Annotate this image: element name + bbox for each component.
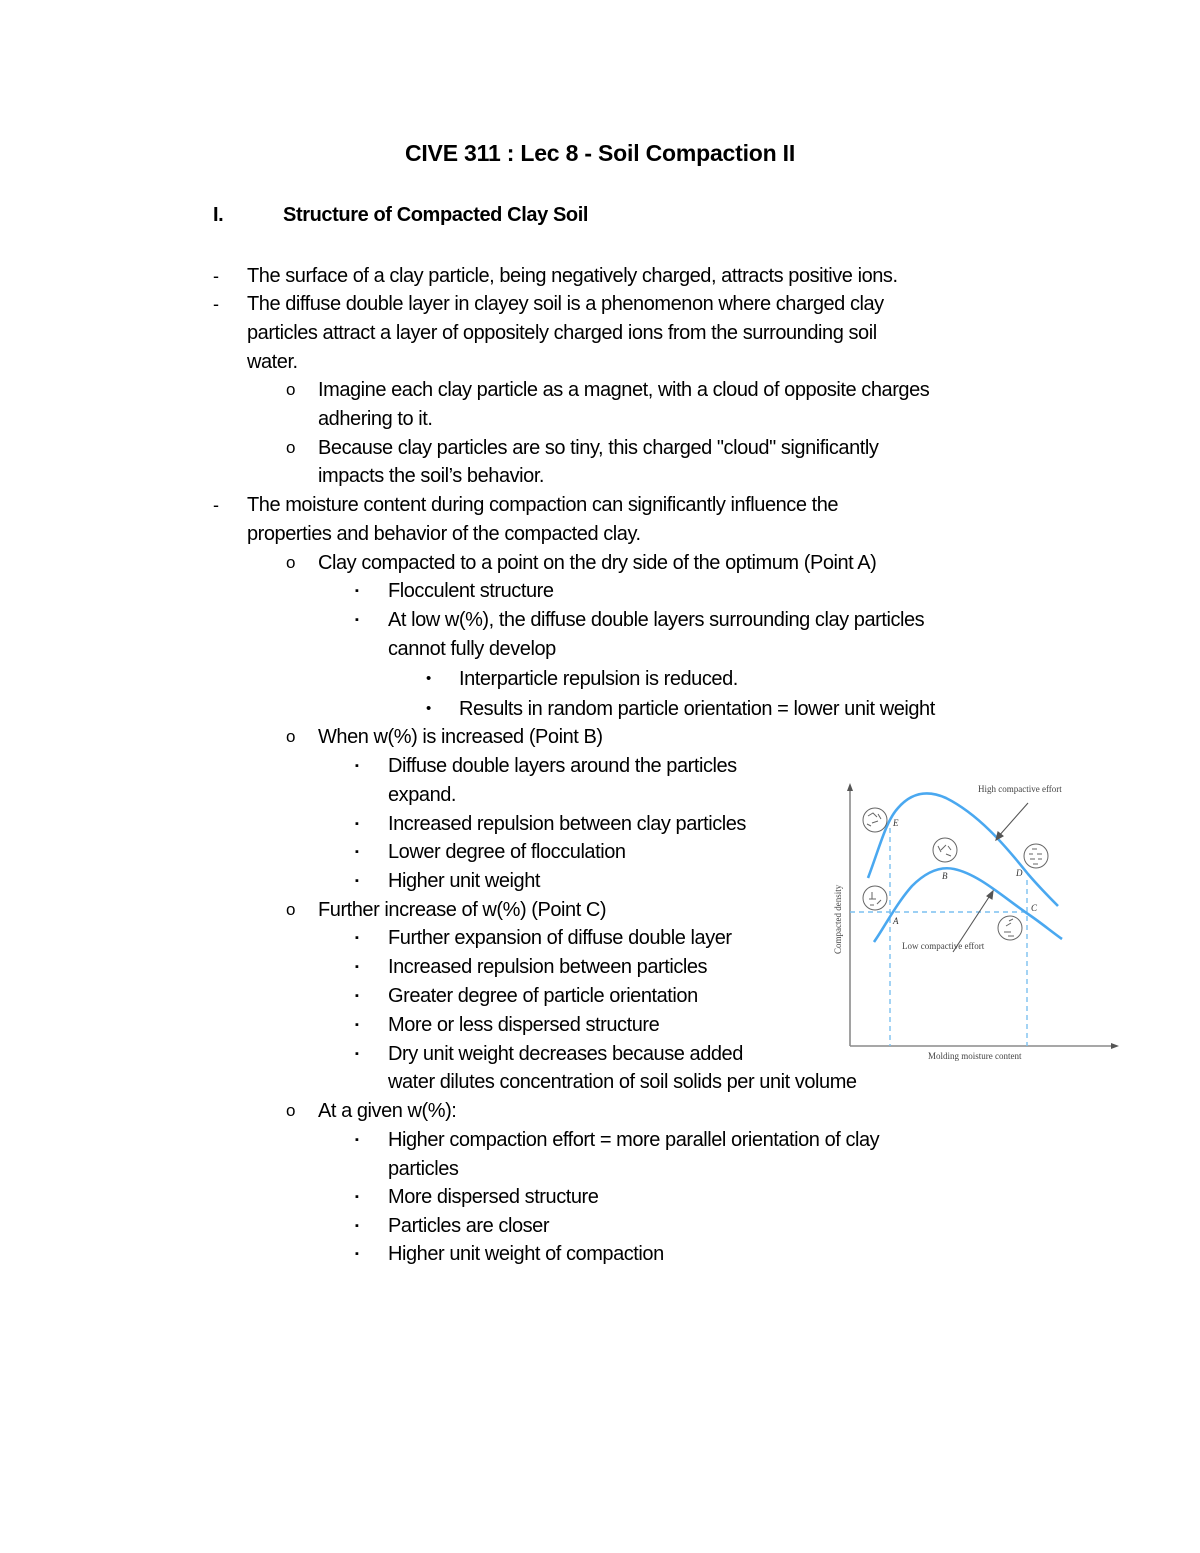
outline-line-level-1: The diffuse double layer in clayey soil is a phenomenon where charged clay bbox=[247, 293, 884, 315]
bullet-marker-level-3-icon: ▪ bbox=[355, 875, 359, 887]
outline-line-level-3: Higher compaction effort = more parallel orientation of clay bbox=[388, 1129, 880, 1151]
outline-line-level-3: expand. bbox=[388, 784, 457, 806]
bullet-marker-level-2-icon: o bbox=[286, 380, 296, 399]
outline-line-level-2: Imagine each clay particle as a magnet, with a cloud of opposite charges bbox=[318, 379, 930, 401]
bullet-marker-level-3-icon: ▪ bbox=[355, 760, 359, 772]
bullet-marker-level-4-icon: • bbox=[426, 700, 431, 717]
bullet-marker-level-3-icon: ▪ bbox=[355, 961, 359, 973]
outline-line-level-2: At a given w(%): bbox=[318, 1100, 457, 1122]
bullet-marker-level-3-icon: ▪ bbox=[355, 932, 359, 944]
outline-line-level-3: Higher unit weight of compaction bbox=[388, 1243, 664, 1265]
partially-oriented-icon-b bbox=[933, 838, 957, 862]
point-label-b: B bbox=[942, 871, 948, 881]
bullet-marker-level-1-icon: - bbox=[213, 266, 219, 286]
bullet-marker-level-3-icon: ▪ bbox=[355, 1134, 359, 1146]
outline-line-level-3: Increased repulsion between particles bbox=[388, 956, 708, 978]
outline-line-level-3: Further expansion of diffuse double layer bbox=[388, 927, 732, 949]
outline-line-level-2: Because clay particles are so tiny, this charged "cloud" significantly bbox=[318, 437, 879, 459]
outline-line-level-3: Flocculent structure bbox=[388, 580, 554, 602]
bullet-marker-level-2-icon: o bbox=[286, 1101, 296, 1120]
outline-line-level-1: water. bbox=[247, 351, 298, 373]
bullet-marker-level-2-icon: o bbox=[286, 727, 296, 746]
outline-line-level-3: cannot fully develop bbox=[388, 638, 556, 660]
low-effort-label: Low compactive effort bbox=[902, 941, 985, 951]
bullet-marker-level-3-icon: ▪ bbox=[355, 1220, 359, 1232]
outline-line-level-3: Increased repulsion between clay particles bbox=[388, 813, 746, 835]
outline-line-level-2: impacts the soil’s behavior. bbox=[318, 465, 545, 487]
compaction-figure bbox=[828, 776, 1128, 1066]
outline-line-level-3: At low w(%), the diffuse double layers surrounding clay particles bbox=[388, 609, 925, 631]
outline-line-level-2: adhering to it. bbox=[318, 408, 433, 430]
bullet-marker-level-1-icon: - bbox=[213, 495, 219, 515]
outline-line-level-3: Higher unit weight bbox=[388, 870, 540, 892]
outline-line-level-3: particles bbox=[388, 1158, 459, 1180]
point-label-d: D bbox=[1016, 868, 1023, 878]
bullet-marker-level-2-icon: o bbox=[286, 553, 296, 572]
bullet-marker-level-3-icon: ▪ bbox=[355, 1191, 359, 1203]
compaction-chart-svg bbox=[828, 776, 1128, 1066]
outline-line-level-3: Diffuse double layers around the particles bbox=[388, 755, 737, 777]
outline-line-level-3: Particles are closer bbox=[388, 1215, 550, 1237]
outline-line-level-3: water dilutes concentration of soil solids per unit volume bbox=[388, 1071, 857, 1093]
outline-line-level-2: Further increase of w(%) (Point C) bbox=[318, 899, 607, 921]
bullet-marker-level-3-icon: ▪ bbox=[355, 846, 359, 858]
point-label-c: C bbox=[1031, 903, 1038, 913]
x-axis-arrow-icon bbox=[1111, 1043, 1119, 1049]
flocculated-structure-icon-e bbox=[863, 808, 887, 832]
outline-line-level-2: Clay compacted to a point on the dry side of the optimum (Point A) bbox=[318, 552, 877, 574]
outline-line-level-1: particles attract a layer of oppositely charged ions from the surrounding soil bbox=[247, 322, 877, 344]
bullet-marker-level-3-icon: ▪ bbox=[355, 990, 359, 1002]
high-effort-label: High compactive effort bbox=[978, 784, 1062, 794]
bullet-marker-level-3-icon: ▪ bbox=[355, 585, 359, 597]
bullet-marker-level-3-icon: ▪ bbox=[355, 1019, 359, 1031]
bullet-marker-level-4-icon: • bbox=[426, 670, 431, 687]
outline-line-level-1: properties and behavior of the compacted clay. bbox=[247, 523, 641, 545]
point-label-a: A bbox=[893, 916, 899, 926]
x-axis-label: Molding moisture content bbox=[928, 1051, 1022, 1061]
bullet-marker-level-3-icon: ▪ bbox=[355, 1248, 359, 1260]
y-axis-label: Compacted density bbox=[833, 884, 843, 954]
outline-line-level-1: The moisture content during compaction can significantly influence the bbox=[247, 494, 839, 516]
high-effort-curve bbox=[868, 793, 1058, 906]
bullet-marker-level-3-icon: ▪ bbox=[355, 614, 359, 626]
outline-line-level-3: More or less dispersed structure bbox=[388, 1014, 660, 1036]
outline-line-level-2: When w(%) is increased (Point B) bbox=[318, 726, 603, 748]
bullet-marker-level-1-icon: - bbox=[213, 294, 219, 314]
outline-line-level-1: The surface of a clay particle, being negatively charged, attracts positive ions. bbox=[247, 265, 898, 287]
bullet-marker-level-2-icon: o bbox=[286, 438, 296, 457]
section-title: Structure of Compacted Clay Soil bbox=[283, 204, 589, 226]
bullet-marker-level-2-icon: o bbox=[286, 900, 296, 919]
outline-line-level-3: Lower degree of flocculation bbox=[388, 841, 626, 863]
outline-line-level-4: Interparticle repulsion is reduced. bbox=[459, 668, 738, 690]
page-title: CIVE 311 : Lec 8 - Soil Compaction II bbox=[404, 140, 796, 166]
bullet-marker-level-3-icon: ▪ bbox=[355, 1048, 359, 1060]
y-axis-arrow-icon bbox=[847, 783, 853, 791]
outline-line-level-3: More dispersed structure bbox=[388, 1186, 599, 1208]
section-number: I. bbox=[213, 204, 224, 226]
point-label-e: E bbox=[893, 818, 899, 828]
outline-line-level-3: Greater degree of particle orientation bbox=[388, 985, 698, 1007]
outline-line-level-4: Results in random particle orientation = lower unit weight bbox=[459, 698, 935, 720]
bullet-marker-level-3-icon: ▪ bbox=[355, 818, 359, 830]
outline-line-level-3: Dry unit weight decreases because added bbox=[388, 1043, 743, 1065]
flocculated-structure-icon-a bbox=[863, 886, 887, 910]
